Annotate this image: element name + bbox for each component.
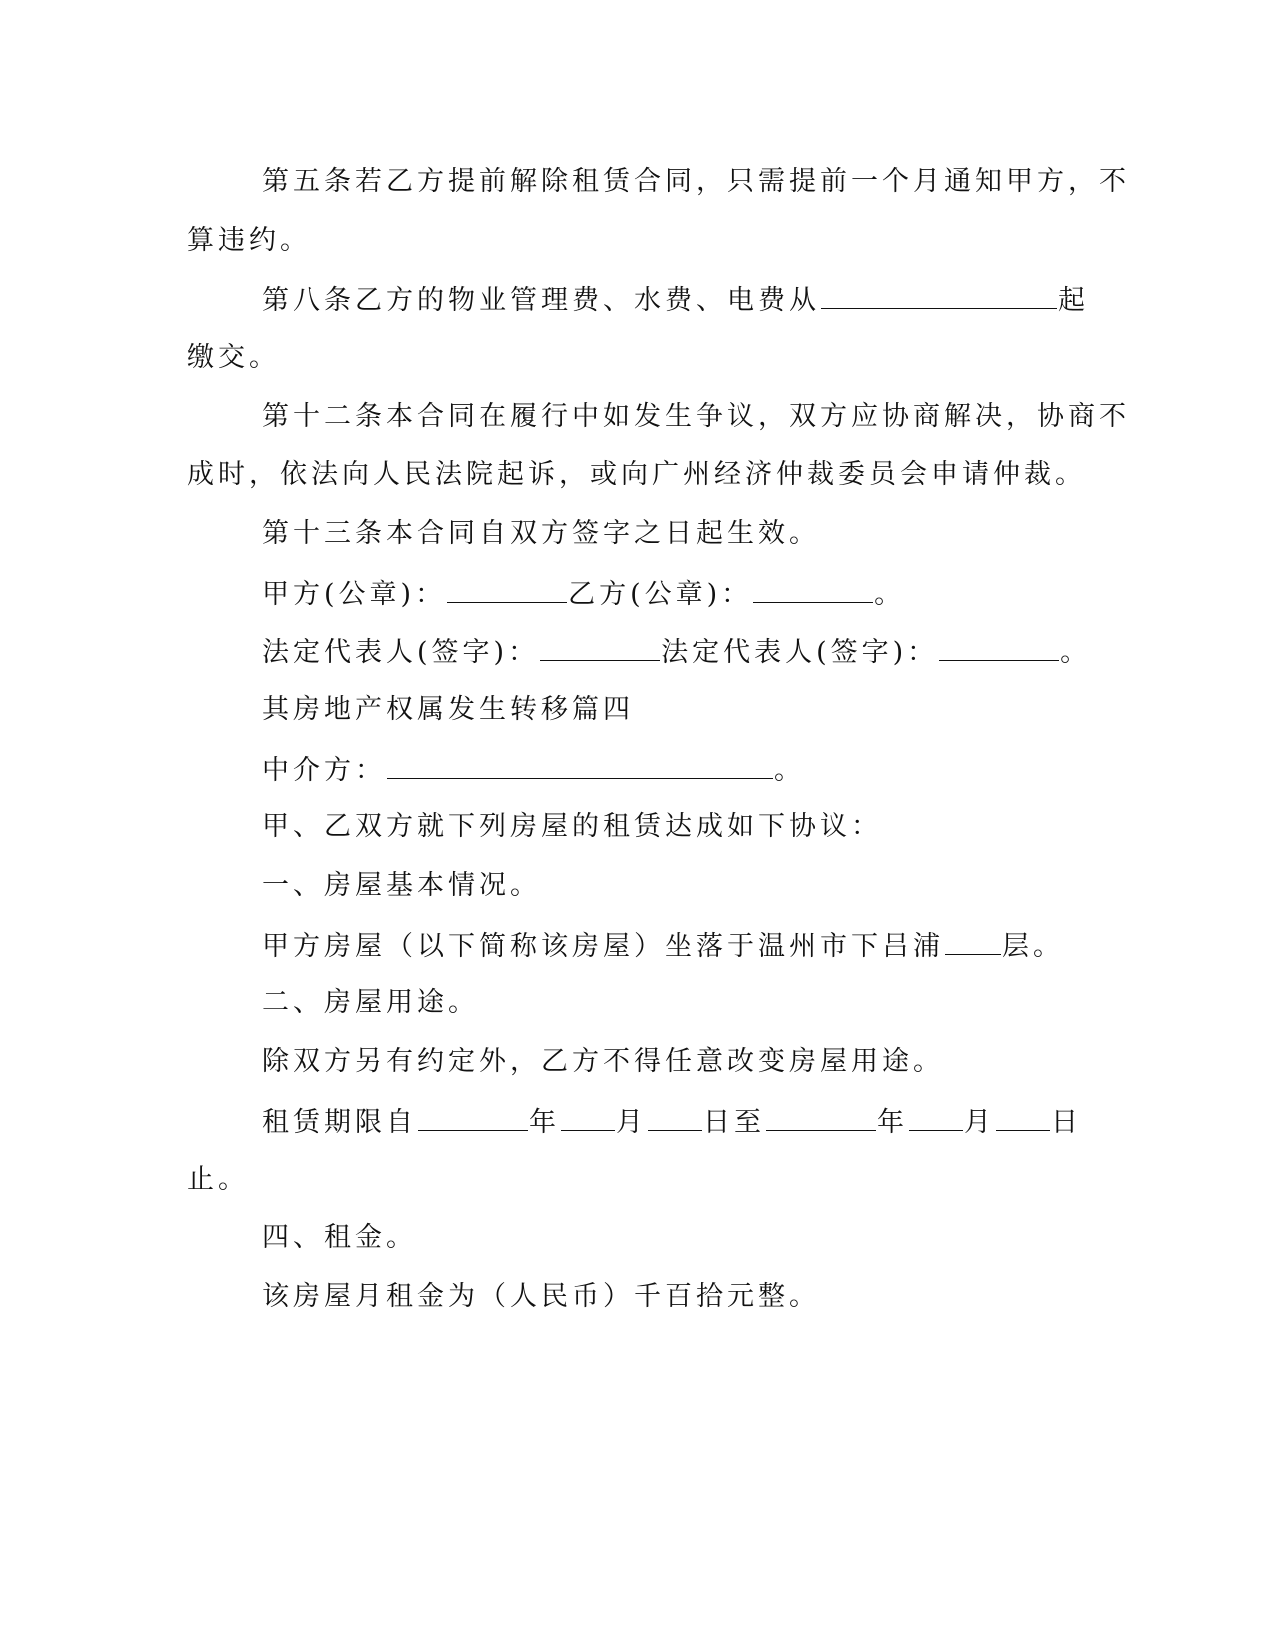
month-label: 月 — [964, 1107, 995, 1138]
legal-rep-line — [262, 634, 1091, 670]
party-b-rep-label: 法定代表人(签字)： — [661, 637, 939, 668]
end-year-blank — [766, 1104, 876, 1131]
party-b-seal-blank — [753, 576, 873, 603]
month-label: 月 — [616, 1107, 647, 1138]
day-label: 日 — [1051, 1107, 1082, 1138]
agreement-intro: 甲、乙双方就下列房屋的租赁达成如下协议： — [262, 811, 882, 842]
floor-suffix: 层。 — [1002, 931, 1064, 962]
party-a-rep-label: 法定代表人(签字)： — [262, 637, 540, 668]
party-b-rep-blank — [939, 634, 1059, 661]
agent-line — [262, 752, 805, 788]
start-month-blank — [561, 1104, 615, 1131]
lease-term-line-2: 止。 — [187, 1164, 249, 1195]
clause-5-line-1: 第五条若乙方提前解除租赁合同，只需提前一个月通知甲方，不 — [262, 166, 1130, 197]
clause-13: 第十三条本合同自双方签字之日起生效。 — [262, 518, 820, 549]
section-2-title: 二、房屋用途。 — [262, 987, 479, 1018]
location-text: 甲方房屋（以下简称该房屋）坐落于温州市下吕浦 — [262, 931, 944, 962]
period: 。 — [874, 579, 906, 610]
section-2-body: 除双方另有约定外，乙方不得任意改变房屋用途。 — [262, 1046, 944, 1077]
clause-12-line-1: 第十二条本合同在履行中如发生争议，双方应协商解决，协商不 — [262, 401, 1130, 432]
clause-12-line-2: 成时，依法向人民法院起诉，或向广州经济仲裁委员会申请仲裁。 — [187, 459, 1086, 490]
start-day-blank — [648, 1104, 702, 1131]
party-seal-line — [262, 576, 905, 612]
start-year-blank — [418, 1104, 528, 1131]
period: 。 — [1060, 637, 1092, 668]
party-a-seal-blank — [447, 576, 567, 603]
party-a-seal-label: 甲方(公章)： — [262, 579, 447, 610]
clause-8-line-1 — [262, 282, 1089, 318]
clause-8-suffix: 起 — [1058, 285, 1089, 316]
section-1-body — [262, 928, 1064, 964]
section-4-body: 该房屋月租金为（人民币）千百拾元整。 — [262, 1281, 820, 1312]
fee-start-blank — [821, 282, 1057, 309]
period: 。 — [774, 755, 805, 786]
year-label: 年 — [529, 1107, 560, 1138]
agent-label: 中介方： — [262, 755, 386, 786]
agent-blank — [387, 752, 773, 779]
section-1-title: 一、房屋基本情况。 — [262, 870, 541, 901]
term-label: 租赁期限自 — [262, 1107, 417, 1138]
section-4-title: 四、租金。 — [262, 1222, 417, 1253]
lease-term-line-1 — [262, 1104, 1082, 1140]
party-b-seal-label: 乙方(公章)： — [568, 579, 753, 610]
end-day-blank — [996, 1104, 1050, 1131]
year-label: 年 — [877, 1107, 908, 1138]
section-heading-4: 其房地产权属发生转移篇四 — [262, 694, 634, 725]
clause-8-text: 第八条乙方的物业管理费、水费、电费从 — [262, 285, 820, 316]
party-a-rep-blank — [540, 634, 660, 661]
clause-8-line-2: 缴交。 — [187, 342, 280, 373]
end-month-blank — [909, 1104, 963, 1131]
clause-5-line-2: 算违约。 — [187, 225, 311, 256]
day-to-label: 日至 — [703, 1107, 765, 1138]
floor-blank — [945, 928, 1001, 955]
